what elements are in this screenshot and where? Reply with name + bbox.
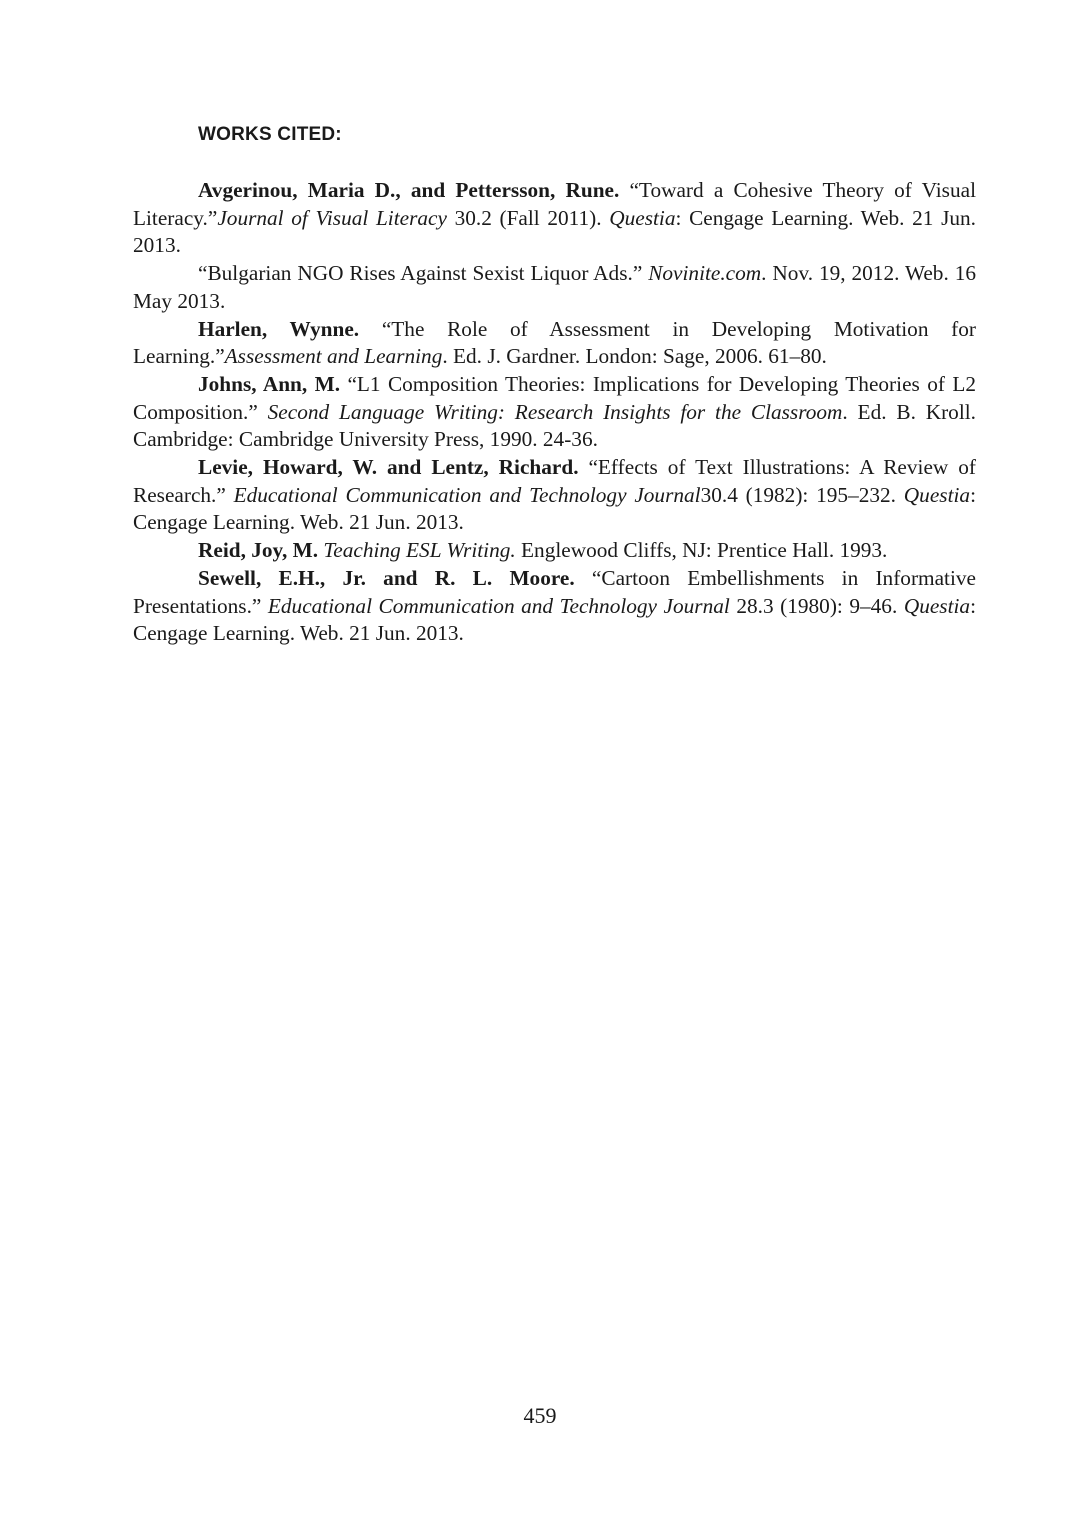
reference-details: 30.4 (1982): 195–232. <box>700 482 904 507</box>
reference-container: Assessment and Learning <box>224 344 443 369</box>
reference-author: Reid, Joy, M. <box>198 538 319 563</box>
reference-container: Journal of Visual Literacy <box>217 205 447 230</box>
reference-author: Sewell, E.H., Jr. and R. L. Moore. <box>198 565 575 590</box>
reference-entry <box>133 177 976 260</box>
references-list <box>133 177 976 648</box>
reference-author: Harlen, Wynne. <box>198 316 360 341</box>
reference-title: “Cartoon Embellishments in Informative Presentations.” <box>133 565 976 618</box>
reference-title: “Bulgarian NGO Rises Against Sexist Liquor Ads.” <box>198 261 649 286</box>
reference-author: Johns, Ann, M. <box>198 371 341 396</box>
reference-details: . Ed. B. Kroll. Cambridge: Cambridge University Press, 1990. 24-36. <box>133 399 976 452</box>
reference-database: Questia <box>609 205 676 230</box>
reference-container: Novinite.com <box>648 261 762 286</box>
reference-details: . Ed. J. Gardner. London: Sage, 2006. 61–80. <box>442 344 827 369</box>
reference-author: Avgerinou, Maria D., and Pettersson, Rune. <box>198 178 620 202</box>
reference-entry <box>133 565 976 648</box>
reference-entry <box>133 371 976 454</box>
reference-details: . Nov. 19, 2012. Web. 16 May 2013. <box>133 261 976 313</box>
reference-access: : Cengage Learning. Web. 21 Jun. 2013. <box>133 593 977 646</box>
reference-entry <box>133 537 976 565</box>
reference-details: Englewood Cliffs, NJ: Prentice Hall. 1993. <box>515 538 888 563</box>
reference-details: 30.2 (Fall 2011). <box>446 205 610 230</box>
reference-container: Educational Communication and Technology Journal <box>267 593 730 618</box>
reference-entry <box>133 454 976 537</box>
page-number: 459 <box>523 1403 557 1428</box>
reference-database: Questia <box>903 482 971 507</box>
reference-title: “Toward a Cohesive Theory of Visual Literacy.” <box>133 178 976 230</box>
reference-entry <box>133 316 976 371</box>
reference-title: “Effects of Text Illustrations: A Review of Research.” <box>133 455 976 507</box>
reference-container: Teaching ESL Writing. <box>323 538 516 563</box>
reference-access: : Cengage Learning. Web. 21 Jun. 2013. <box>133 482 976 535</box>
reference-container: Second Language Writing: Research Insights for the Classroom <box>267 399 843 424</box>
reference-author: Levie, Howard, W. and Lentz, Richard. <box>198 455 579 480</box>
reference-entry <box>133 260 976 315</box>
reference-title: “L1 Composition Theories: Implications for Developing Theories of L2 Composition.” <box>133 371 976 424</box>
reference-access: : Cengage Learning. Web. 21 Jun. 2013. <box>133 205 976 258</box>
reference-database: Questia <box>903 593 971 618</box>
reference-details: 28.3 (1980): 9–46. <box>729 593 904 618</box>
works-cited-heading: WORKS CITED: <box>198 124 342 145</box>
reference-container: Educational Communication and Technology Journal <box>233 482 701 507</box>
reference-title: “The Role of Assessment in Developing Motivation for Learning.” <box>133 316 977 369</box>
